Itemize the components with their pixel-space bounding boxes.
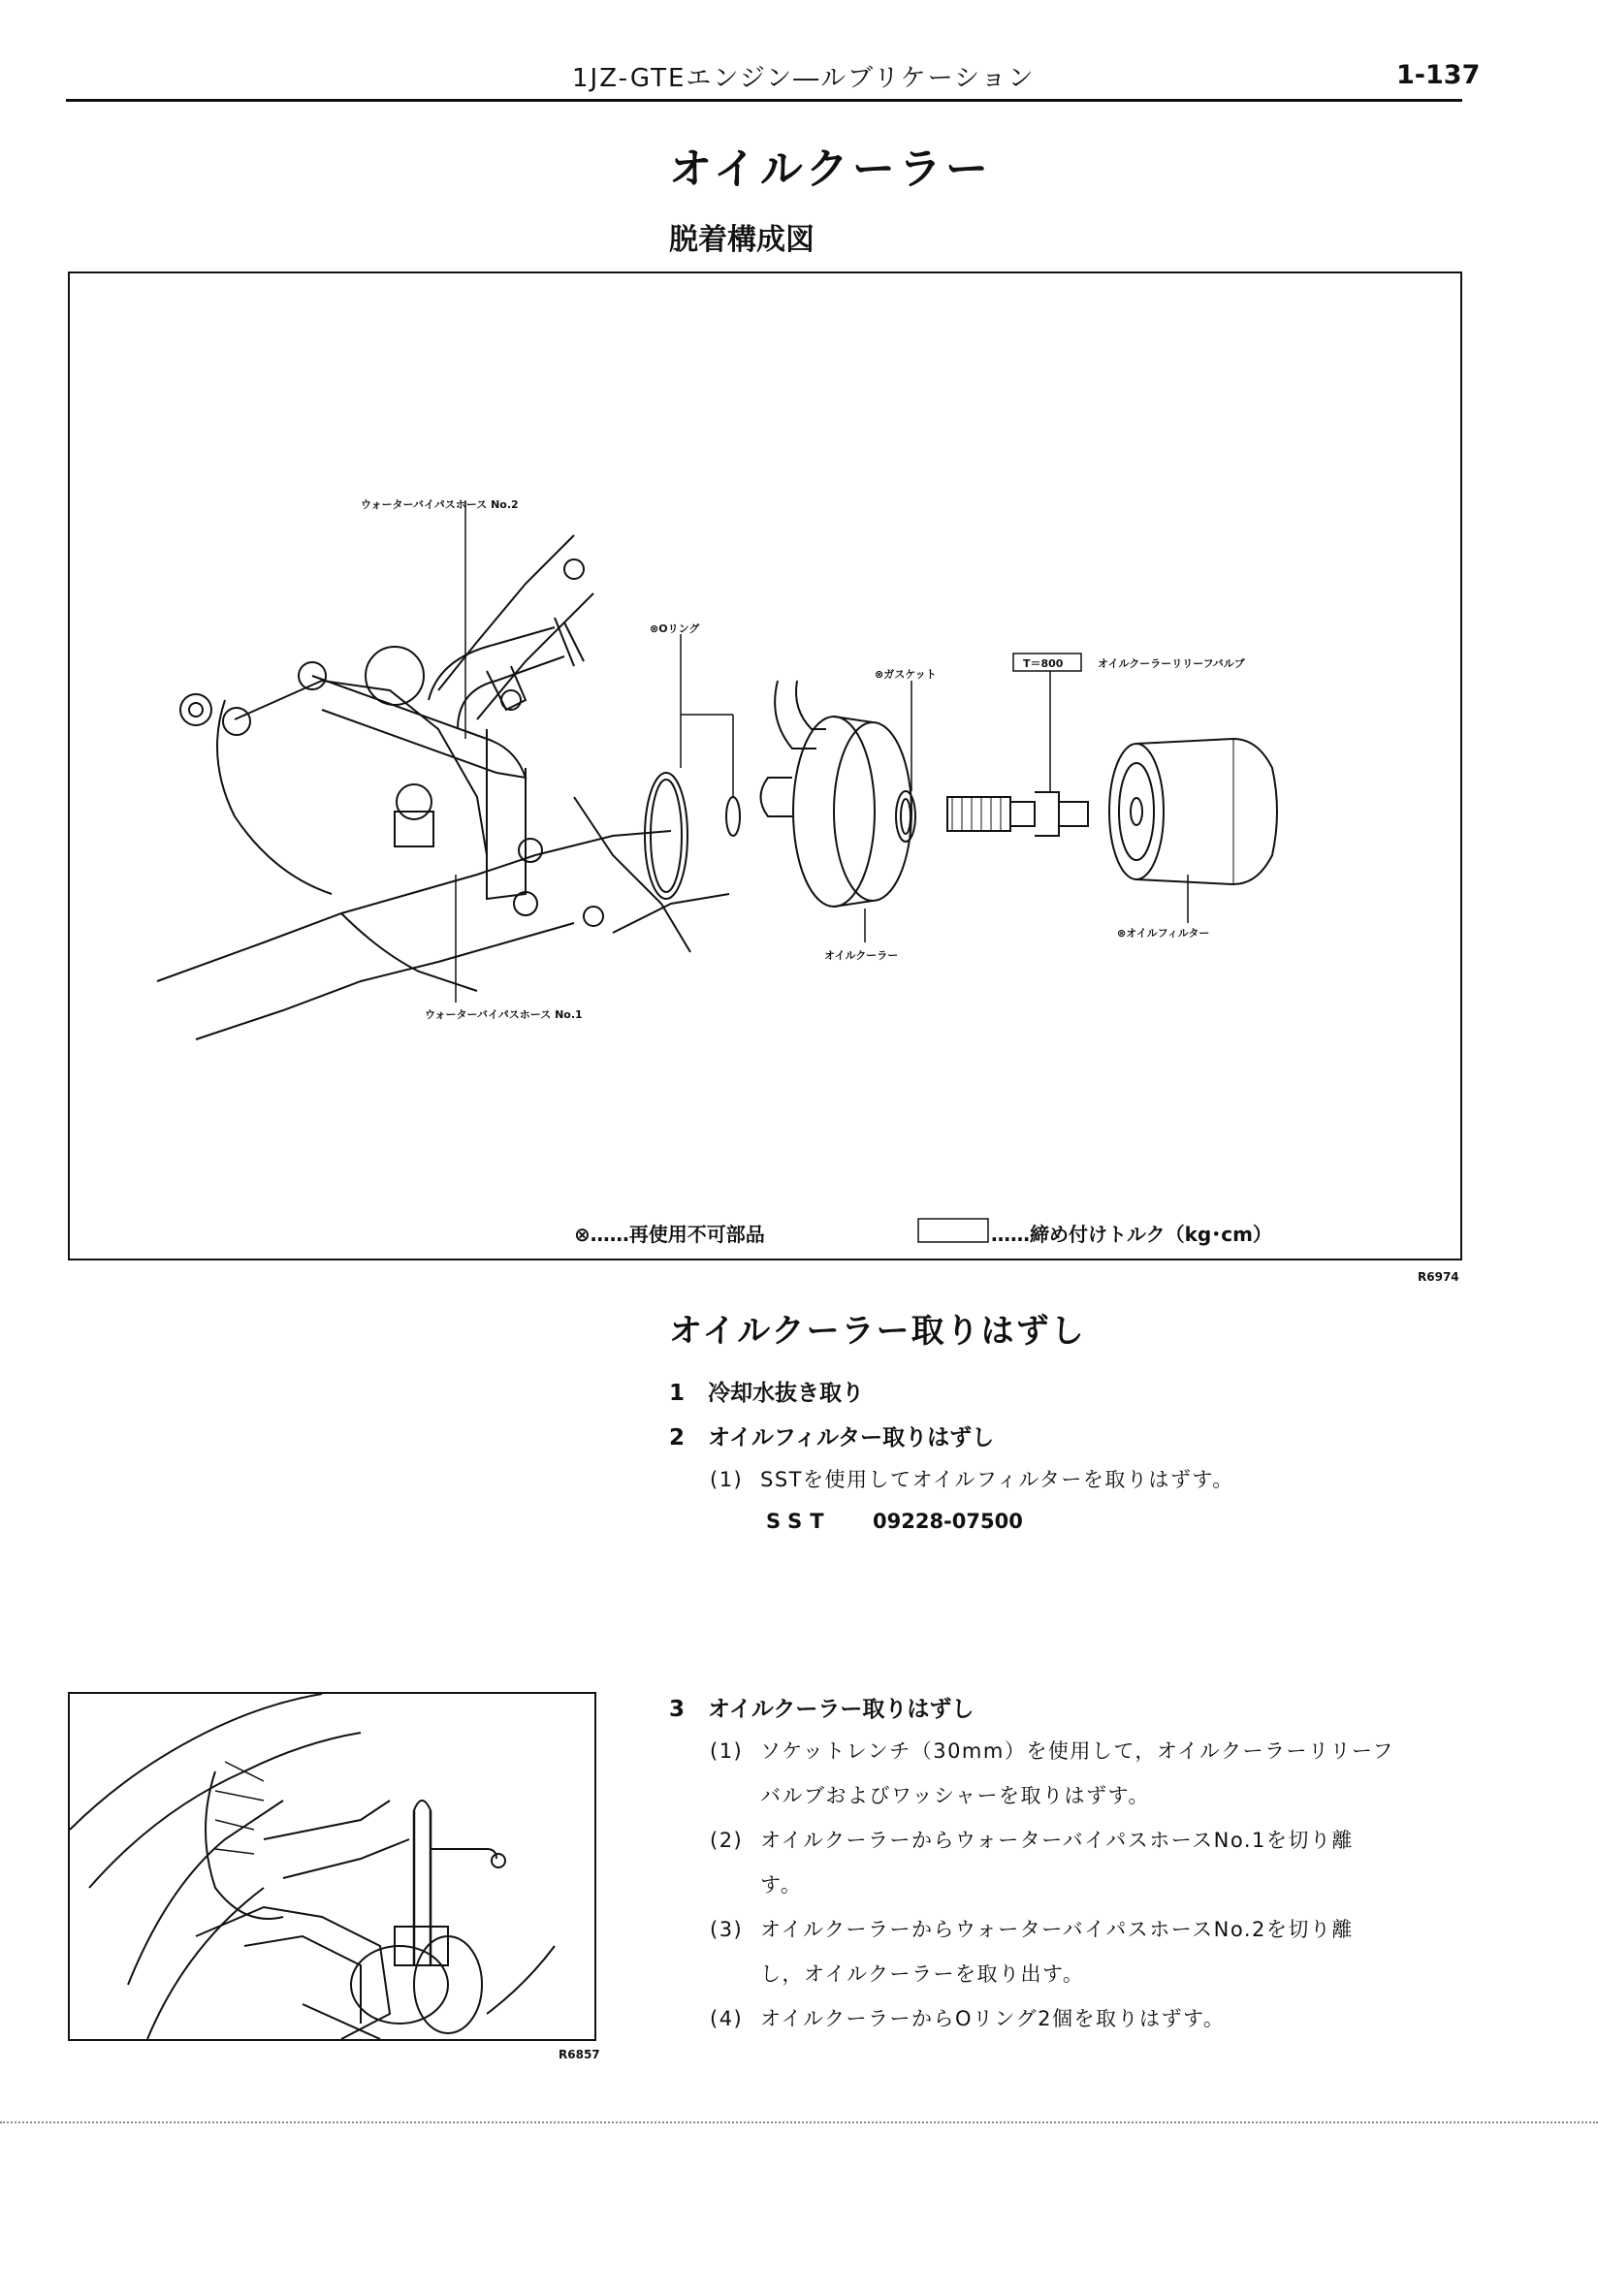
legend-non-reusable: ⊗……再使用不可部品 (574, 1223, 765, 1246)
label-oil-cooler-relief-valve: オイルクーラーリリーフバルブ (1098, 657, 1245, 670)
step-3-sub-2 (710, 1825, 1354, 1854)
sub-number: (1) (710, 1739, 744, 1763)
step-3-sub-3 (710, 1914, 1354, 1943)
figure1-code: R6974 (1418, 1270, 1459, 1284)
sub-number: (1) (710, 1468, 744, 1491)
header-title: 1JZ-GTEエンジン―ルブリケーション (572, 64, 1036, 93)
label-water-bypass-hose-no2: ウォーターバイパスホース No.2 (361, 498, 519, 511)
relief-valve-removal-illustration (68, 1692, 596, 2041)
step-3-sub-1 (710, 1736, 1394, 1765)
sub-text: ソケットレンチ（30mm）を使用して，オイルクーラーリリーフ (760, 1739, 1394, 1763)
sst-tool (766, 1510, 1023, 1533)
page-bottom-dotted-line (0, 2121, 1598, 2123)
label-water-bypass-hose-no1: ウォーターバイパスホース No.1 (425, 1008, 583, 1021)
step-1 (669, 1375, 864, 1407)
step-2-sub-1 (710, 1464, 1234, 1493)
step-text: 冷却水抜き取り (708, 1381, 864, 1406)
exploded-diagram-drawing (70, 273, 1460, 1259)
sub-text: オイルクーラーからOリング2個を取りはずす。 (760, 2007, 1226, 2030)
step-3-sub-2-cont: す。 (760, 1873, 803, 1897)
step-number: 1 (669, 1381, 686, 1406)
step-2 (669, 1419, 994, 1451)
label-oil-filter: ⊗オイルフィルター (1117, 927, 1210, 940)
page-number: 1-137 (1396, 60, 1481, 90)
relief-valve-removal-drawing (70, 1694, 594, 2039)
step-3 (669, 1691, 974, 1723)
procedure-title: オイルクーラー取りはずし (669, 1312, 1086, 1351)
figure2-code: R6857 (559, 2048, 600, 2061)
label-gasket: ⊗ガスケット (875, 668, 937, 681)
section-subtitle: 脱着構成図 (669, 223, 815, 257)
sub-number: (3) (710, 1918, 744, 1941)
header-divider (66, 99, 1462, 102)
step-3-sub-3-cont: し，オイルクーラーを取り出す。 (760, 1962, 1085, 1986)
step-number: 2 (669, 1425, 686, 1451)
legend-torque: ……締め付けトルク（kg･cm） (991, 1223, 1272, 1246)
step-3-sub-4 (710, 2003, 1225, 2032)
sst-label: SST (766, 1510, 832, 1533)
step-text: オイルフィルター取りはずし (708, 1425, 995, 1451)
sst-number: 09228-07500 (873, 1510, 1023, 1533)
sub-number: (4) (710, 2007, 744, 2030)
section-title: オイルクーラー (669, 144, 992, 194)
label-torque-value: T＝800 (1023, 657, 1064, 670)
sub-text: SSTを使用してオイルフィルターを取りはずす。 (760, 1468, 1234, 1491)
step-number: 3 (669, 1697, 686, 1722)
exploded-diagram (68, 271, 1462, 1260)
sub-number: (2) (710, 1829, 744, 1852)
label-oil-cooler: オイルクーラー (824, 949, 899, 962)
label-o-ring: ⊗Oリング (650, 622, 700, 635)
step-text: オイルクーラー取りはずし (708, 1697, 975, 1722)
step-3-sub-1-cont: バルブおよびワッシャーを取りはずす。 (760, 1784, 1150, 1807)
sub-text: オイルクーラーからウォーターバイパスホースNo.2を切り離 (760, 1918, 1354, 1941)
sub-text: オイルクーラーからウォーターバイパスホースNo.1を切り離 (760, 1829, 1354, 1852)
